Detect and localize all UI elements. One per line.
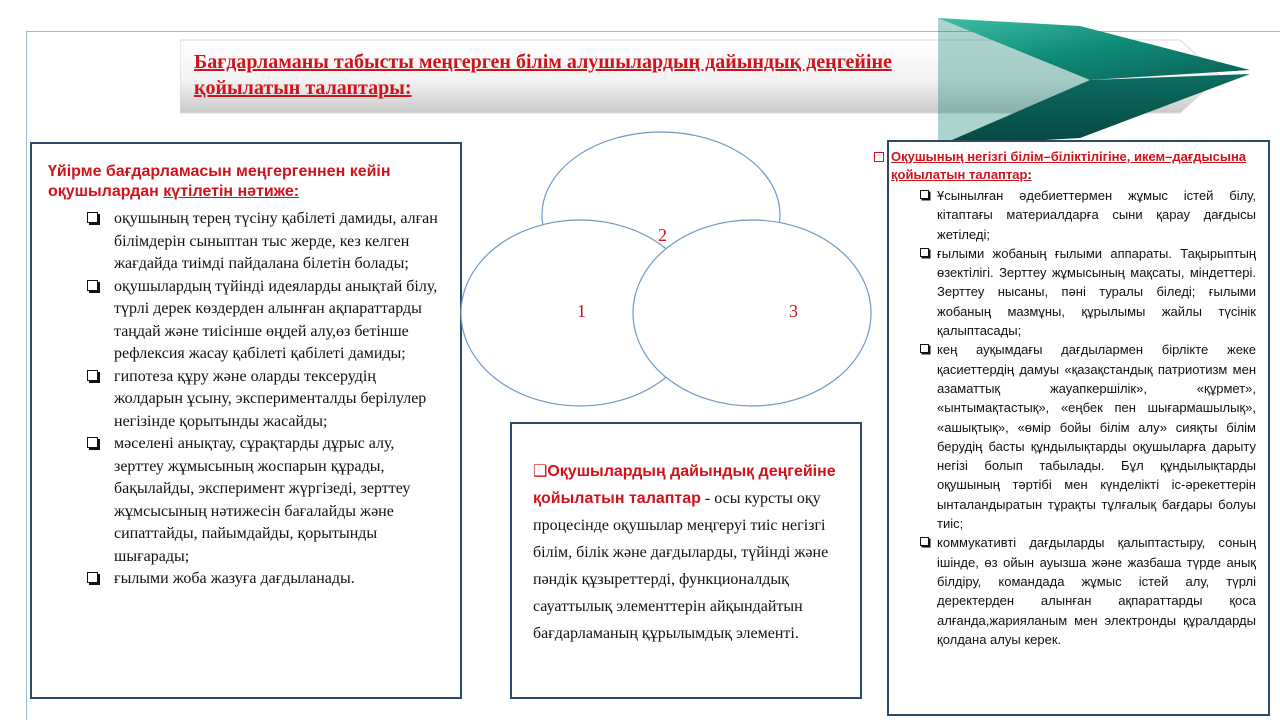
list-item-text: ғылыми жоба жазуға дағдыланады. bbox=[114, 570, 355, 587]
list-item bbox=[937, 533, 1256, 649]
list-item-text: мәселені анықтау, сұрақтарды дұрыс алу, зерттеу жұмысының жоспарын құрады, бақылайды, эксперимент жүргізеді, зерттеу жұмсысының нәтижесін бағалайды және сипаттайды, пайымдайды, қорытынды шығарады; bbox=[114, 435, 411, 565]
student-requirements-box bbox=[887, 140, 1270, 716]
list-item-text: коммукативті дағдыларды қалыптастыру, соның ішінде, өз ойын ауызша және жазбаша түрде анық білдіру, командада жұмыс істей алу, түрлі деректерден алынған ақпараттарды қоса алғанда,жарияланым мен электронды құралдарды қолдана алуы керек. bbox=[937, 535, 1256, 647]
definition-text: - осы курсты оқу процесінде оқушылар меңгеруі тиіс негізгі білім, білік және дағдыларды, түйінді және пәндік құзыреттерді, функционалдық сауаттылық элементтерін айқындайтын бағдарламаның құрылымдық элементі. bbox=[533, 490, 829, 642]
checkbox-bullet-icon bbox=[874, 152, 884, 162]
list-item-text: оқушылардың түйінді идеяларды анықтай білу, түрлі дерек көздерден алынған ақпараттарды таңдай және тиісінше өңдей алу,өз бетінше рефлексия жасау қабілеті қабілеті дамиды; bbox=[114, 277, 438, 362]
frame-line-left bbox=[26, 31, 27, 720]
heading-colon: : bbox=[1027, 167, 1032, 182]
venn-diagram bbox=[455, 125, 875, 415]
checkbox-bullet-icon bbox=[87, 437, 98, 448]
list-item bbox=[114, 568, 446, 591]
circle-1-label: 1 bbox=[577, 301, 586, 321]
definition-term: ❑Оқушылардың дайындық деңгейіне қойылатын талаптар bbox=[533, 463, 836, 507]
expected-results-box bbox=[30, 142, 462, 699]
list-item bbox=[114, 366, 446, 434]
list-item bbox=[114, 276, 446, 366]
list-item-text: гипотеза құру және оларды тексерудің жолдарын ұсыну, эксперименталды берілулер негізінде қорытынды жасайды; bbox=[114, 367, 427, 430]
expected-results-heading bbox=[48, 162, 446, 202]
list-item-text: кең ауқымдағы дағдылармен бірлікте жеке қасиеттердің дамуы «қазақстандық патриотизм мен азаматтық жауапкершілік», «құрмет», «ынтымақтастық», «еңбек пен шығармашылық», «ашықтық», «өмір бойы білім алу» сияқты білім берудің басты құндылықтарды оқушыларға дарыту негізі болып табылады. Бұл құндылықтарды оқушының тәртібі мен күнделікті іс-әрекеттерін ынталандыратын тұрақты тұлғалық бағдары болуы тиіс; bbox=[937, 342, 1256, 532]
requirements-definition-box bbox=[510, 422, 862, 699]
checkbox-bullet-icon bbox=[87, 370, 98, 381]
list-item-text: оқушының терең түсіну қабілеті дамиды, алған білімдерін сыныптан тыс жерде, кез келген жағдайда тиімді пайдалана білетін болады; bbox=[114, 210, 438, 272]
list-item bbox=[114, 208, 446, 276]
checkbox-bullet-icon bbox=[920, 344, 929, 353]
checkbox-bullet-icon bbox=[920, 248, 929, 257]
heading-part-2: күтілетін нәтиже: bbox=[163, 183, 300, 200]
page-title: Бағдарламаны табысты меңгерген білім алушылардың дайындық деңгейіне қойылатын талаптары: bbox=[194, 51, 892, 99]
checkbox-bullet-icon bbox=[920, 190, 929, 199]
circle-2-label: 2 bbox=[658, 225, 667, 245]
student-requirements-heading bbox=[873, 148, 1256, 184]
checkbox-bullet-icon bbox=[920, 537, 929, 546]
student-requirements-list bbox=[889, 186, 1256, 649]
heading-text: Оқушының негізгі білім–біліктілігіне, икем–дағдысына қойылатын талаптар bbox=[891, 149, 1247, 182]
list-item-text: Ұсынылған әдебиеттермен жұмыс істей білу, кітаптағы материалдарға сыни қарау дағдысы жетіледі; bbox=[937, 188, 1256, 242]
circle-3-label: 3 bbox=[789, 301, 798, 321]
list-item bbox=[937, 244, 1256, 340]
list-item bbox=[937, 186, 1256, 244]
list-item bbox=[937, 340, 1256, 533]
list-item-text: ғылыми жобаның ғылыми аппараты. Тақырыптың өзектілігі. Зерттеу жұмысының мақсаты, міндеттері. Зерттеу нысаны, пәні туралы біледі; ғылыми жобаның мазмұны, құрылымы жайлы түсінік қалыптасады; bbox=[937, 245, 1256, 339]
heading-part-1: Үйірме бағдарламасын меңгергеннен кейін оқушылардан bbox=[48, 163, 391, 200]
expected-results-list bbox=[48, 208, 446, 591]
list-item bbox=[114, 433, 446, 568]
circle-3 bbox=[633, 220, 871, 406]
checkbox-bullet-icon bbox=[87, 572, 98, 583]
checkbox-bullet-icon bbox=[87, 280, 98, 291]
checkbox-bullet-icon bbox=[87, 212, 98, 223]
